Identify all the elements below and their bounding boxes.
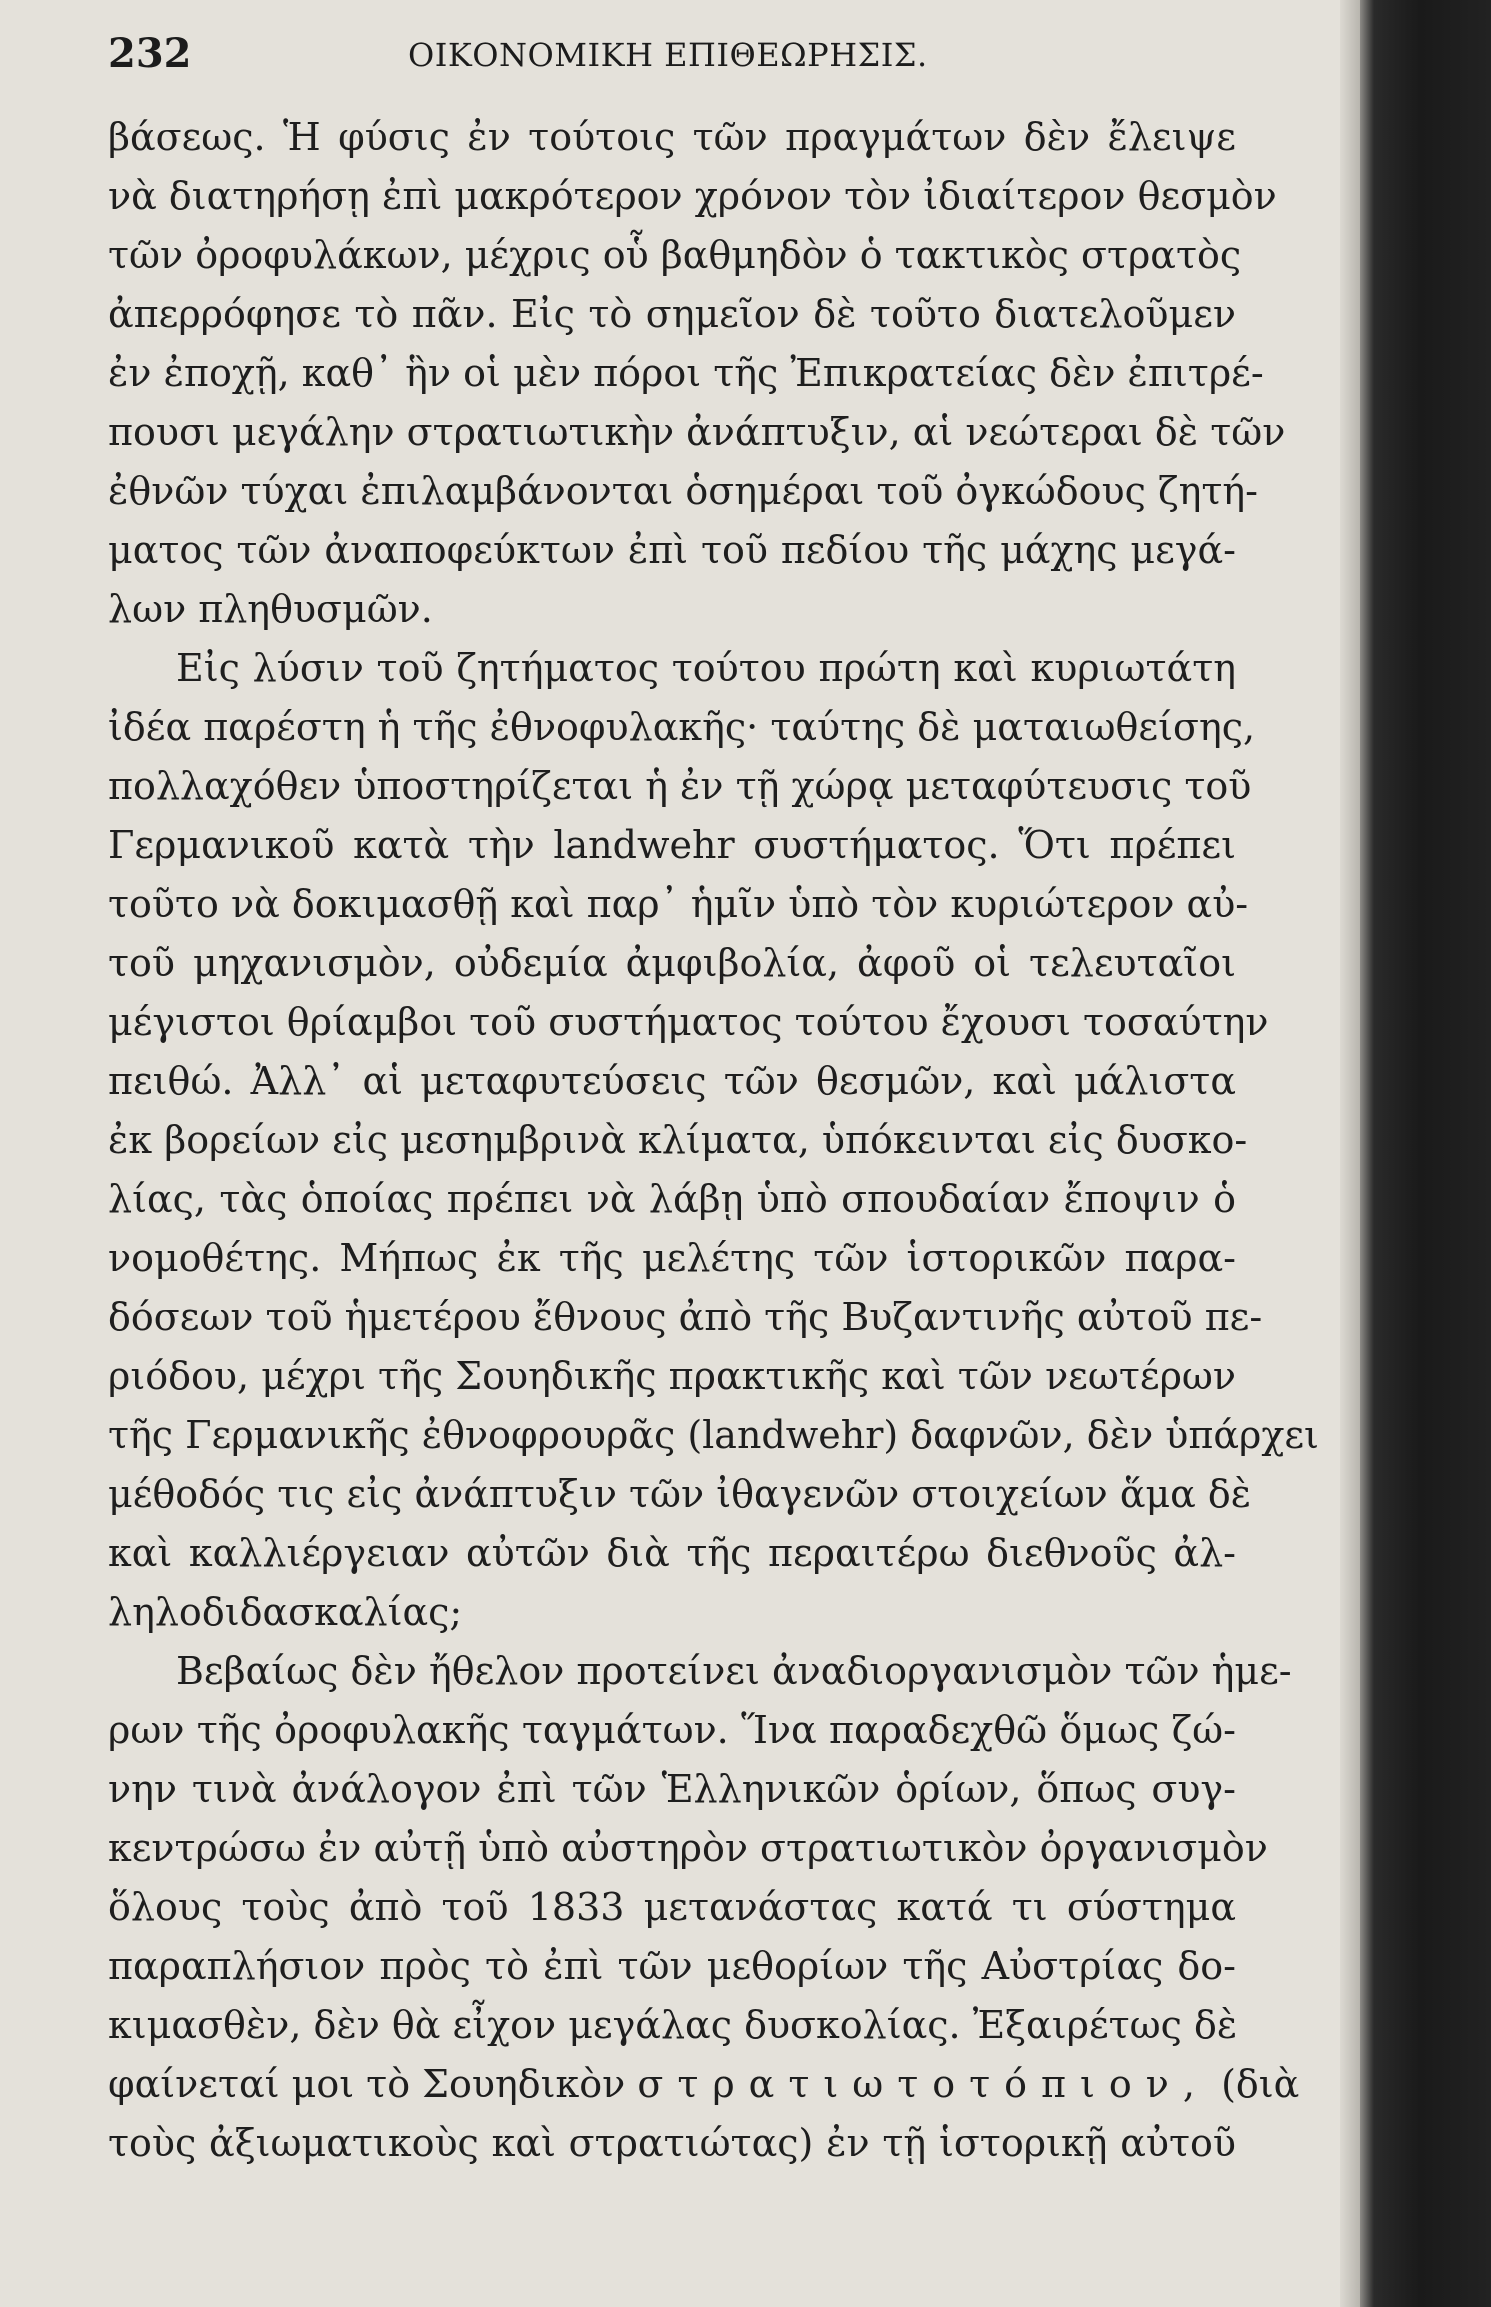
text-segment: φαίνεταί μοι τὸ Σουηδικὸν xyxy=(108,2062,626,2106)
text-line: ληλοδιδασκαλίας; xyxy=(108,1590,463,1634)
text-line: βάσεως. Ἡ φύσις ἐν τούτοις τῶν πραγμάτων δὲν ἔλειψε xyxy=(108,115,1236,159)
text-line: τοῦτο νὰ δοκιμασθῇ καὶ παρ᾽ ἡμῖν ὑπὸ τὸν κυριώτερον αὐ- xyxy=(108,882,1249,926)
text-line: καὶ καλλιέργειαν αὐτῶν διὰ τῆς περαιτέρω διεθνοῦς ἀλ- xyxy=(108,1531,1236,1575)
text-line: ἐν ἐποχῇ, καθ᾽ ἣν οἱ μὲν πόροι τῆς Ἐπικρατείας δὲν ἐπιτρέ- xyxy=(108,351,1264,395)
text-line: μέγιστοι θρίαμβοι τοῦ συστήματος τούτου ἔχουσι τοσαύτην xyxy=(108,1000,1269,1044)
text-line: νομοθέτης. Μήπως ἐκ τῆς μελέτης τῶν ἱστορικῶν παρα- xyxy=(108,1236,1236,1280)
text-line: μέθοδός τις εἰς ἀνάπτυξιν τῶν ἰθαγενῶν στοιχείων ἅμα δὲ xyxy=(108,1472,1252,1516)
page-header xyxy=(108,26,1248,86)
text-segment: (διὰ xyxy=(1221,2062,1300,2106)
text-line-with-spaced-word xyxy=(108,2055,1300,2114)
text-line: ριόδου, μέχρι τῆς Σουηδικῆς πρακτικῆς καὶ τῶν νεωτέρων xyxy=(108,1354,1236,1398)
text-line: ἐκ βορείων εἰς μεσημβρινὰ κλίματα, ὑπόκεινται εἰς δυσκο- xyxy=(108,1118,1248,1162)
text-line: λίας, τὰς ὁποίας πρέπει νὰ λάβῃ ὑπὸ σπουδαίαν ἔποψιν ὁ xyxy=(108,1177,1236,1221)
text-line: ματος τῶν ἀναποφεύκτων ἐπὶ τοῦ πεδίου τῆς μάχης μεγά- xyxy=(108,528,1236,572)
text-line: πολλαχόθεν ὑποστηρίζεται ἡ ἐν τῇ χώρᾳ μεταφύτευσις τοῦ xyxy=(108,764,1252,808)
text-line: ἀπερρόφησε τὸ πᾶν. Εἰς τὸ σημεῖον δὲ τοῦτο διατελοῦμεν xyxy=(108,292,1236,336)
text-line: Γερμανικοῦ κατὰ τὴν landwehr συστήματος. Ὅτι πρέπει xyxy=(108,823,1236,867)
text-line: κεντρώσω ἐν αὐτῇ ὑπὸ αὐστηρὸν στρατιωτικὸν ὀργανισμὸν xyxy=(108,1826,1268,1870)
text-line: λων πληθυσμῶν. xyxy=(108,587,433,631)
text-line: τῆς Γερμανικῆς ἐθνοφρουρᾶς (landwehr) δαφνῶν, δὲν ὑπάρχει xyxy=(108,1413,1319,1457)
text-line: πειθώ. Ἀλλ᾽ αἱ μεταφυτεύσεις τῶν θεσμῶν, καὶ μάλιστα xyxy=(108,1059,1236,1103)
text-line: ρων τῆς ὀροφυλακῆς ταγμάτων. Ἵνα παραδεχθῶ ὅμως ζώ- xyxy=(108,1708,1236,1752)
spaced-word: στρατιωτοτόπιον, xyxy=(637,2062,1209,2106)
text-line: τῶν ὀροφυλάκων, μέχρις οὗ βαθμηδὸν ὁ τακτικὸς στρατὸς xyxy=(108,233,1242,277)
page-number: 232 xyxy=(108,30,192,77)
text-line: τοὺς ἀξιωματικοὺς καὶ στρατιώτας) ἐν τῇ ἱστορικῇ αὐτοῦ xyxy=(108,2121,1236,2165)
text-line: ὅλους τοὺς ἀπὸ τοῦ 1833 μετανάστας κατά τι σύστημα xyxy=(108,1885,1236,1929)
text-line: παραπλήσιον πρὸς τὸ ἐπὶ τῶν μεθορίων τῆς Αὐστρίας δο- xyxy=(108,1944,1236,1988)
text-line: Βεβαίως δὲν ἤθελον προτείνει ἀναδιοργανισμὸν τῶν ἡμε- xyxy=(176,1649,1292,1693)
text-line: δόσεων τοῦ ἡμετέρου ἔθνους ἀπὸ τῆς Βυζαντινῆς αὐτοῦ πε- xyxy=(108,1295,1263,1339)
page-gutter-shadow xyxy=(1340,0,1360,2307)
body-text xyxy=(108,108,1319,2173)
running-title: ΟΙΚΟΝΟΜΙΚΗ ΕΠΙΘΕΩΡΗΣΙΣ. xyxy=(408,36,928,74)
text-line: Εἰς λύσιν τοῦ ζητήματος τούτου πρώτη καὶ κυριωτάτη xyxy=(176,646,1236,690)
text-line: κιμασθὲν, δὲν θὰ εἶχον μεγάλας δυσκολίας. Ἐξαιρέτως δὲ xyxy=(108,2003,1238,2047)
text-line: νην τινὰ ἀνάλογον ἐπὶ τῶν Ἑλληνικῶν ὁρίων, ὅπως συγ- xyxy=(108,1767,1236,1811)
text-line: τοῦ μηχανισμὸν, οὐδεμία ἀμφιβολία, ἀφοῦ οἱ τελευταῖοι xyxy=(108,941,1236,985)
text-line: ἐθνῶν τύχαι ἐπιλαμβάνονται ὁσημέραι τοῦ ὀγκώδους ζητή- xyxy=(108,469,1258,513)
text-line: ἰδέα παρέστη ἡ τῆς ἐθνοφυλακῆς· ταύτης δὲ ματαιωθείσης, xyxy=(108,705,1256,749)
scan-dark-edge xyxy=(1360,0,1491,2307)
text-line: πουσι μεγάλην στρατιωτικὴν ἀνάπτυξιν, αἱ νεώτεραι δὲ τῶν xyxy=(108,410,1286,454)
text-line: νὰ διατηρήσῃ ἐπὶ μακρότερον χρόνον τὸν ἰδιαίτερον θεσμὸν xyxy=(108,174,1277,218)
